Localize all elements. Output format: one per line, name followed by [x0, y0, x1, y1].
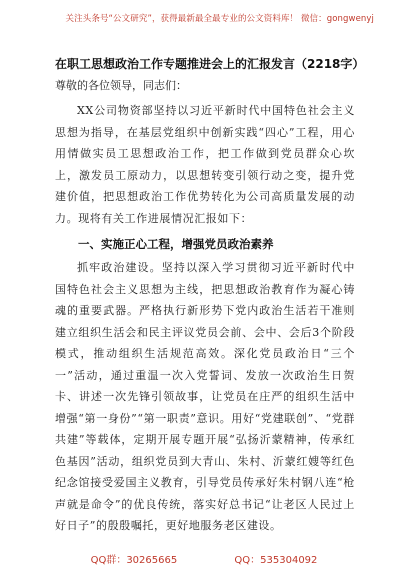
document-body: [55, 56, 365, 537]
document-greeting: 尊敬的各位领导，同志们：: [55, 79, 187, 92]
document-title: 在职工思想政治工作专题推进会上的汇报发言（2218字）: [55, 57, 365, 71]
promo-banner-text: 关注头条号“公文研究”，获得最新最全最专业的公文资料库！ 微信：gongwenyj: [65, 14, 374, 24]
intro-paragraph: XX公司物资部坚持以习近平新时代中国特色社会主义思想为指导，在基层党组织中创新实践“四心”工程，用心用情做实员工思想政治工作，把工作做到党员群众心坎上，激发员工原动力，以思想转变引领行动之变，提升党建价值，把思想政治工作优势转化为公司高质量发展的动力。现将有关工作进展情况汇报如下：: [55, 104, 355, 225]
promo-banner: [0, 0, 408, 40]
qq-contact-text: QQ：535304092: [234, 555, 318, 566]
section-paragraph: 抓牢政治建设。坚持以深入学习贯彻习近平新时代中国特色社会主义思想为主线，把思想政治教育作为凝心铸魂的重要武器。严格执行新形势下党内政治生活若干准则建立组织生活会和民主评议党员会前、会中、会后3个阶段模式，推动组织生活规范高效。深化党员政治日“三个一”活动，通过重温一次入党誓词、发放一次政治生日贺卡、讲述一次先锋引领故事，让党员在庄严的组织生活中增强“第一身份”“第一职责”意识。用好“党建联创”、“党群共建”等载体，定期开展专题开展“弘扬沂蒙精神，传承红色基因”活动，组织党员到大青山、朱村、沂蒙红嫂等红色纪念馆接受爱国主义教育，引导党员传承好朱村钢八连“枪声就是命令”的优良传统，落实好总书记“让老区人民过上好日子”的殷殷嘱托，更好地服务老区建设。: [55, 261, 355, 532]
section-heading: 一、实施正心工程，增强党员政治素养: [78, 237, 274, 251]
qq-group-text: QQ群：30265665: [90, 555, 178, 566]
contact-footer: [0, 551, 408, 566]
